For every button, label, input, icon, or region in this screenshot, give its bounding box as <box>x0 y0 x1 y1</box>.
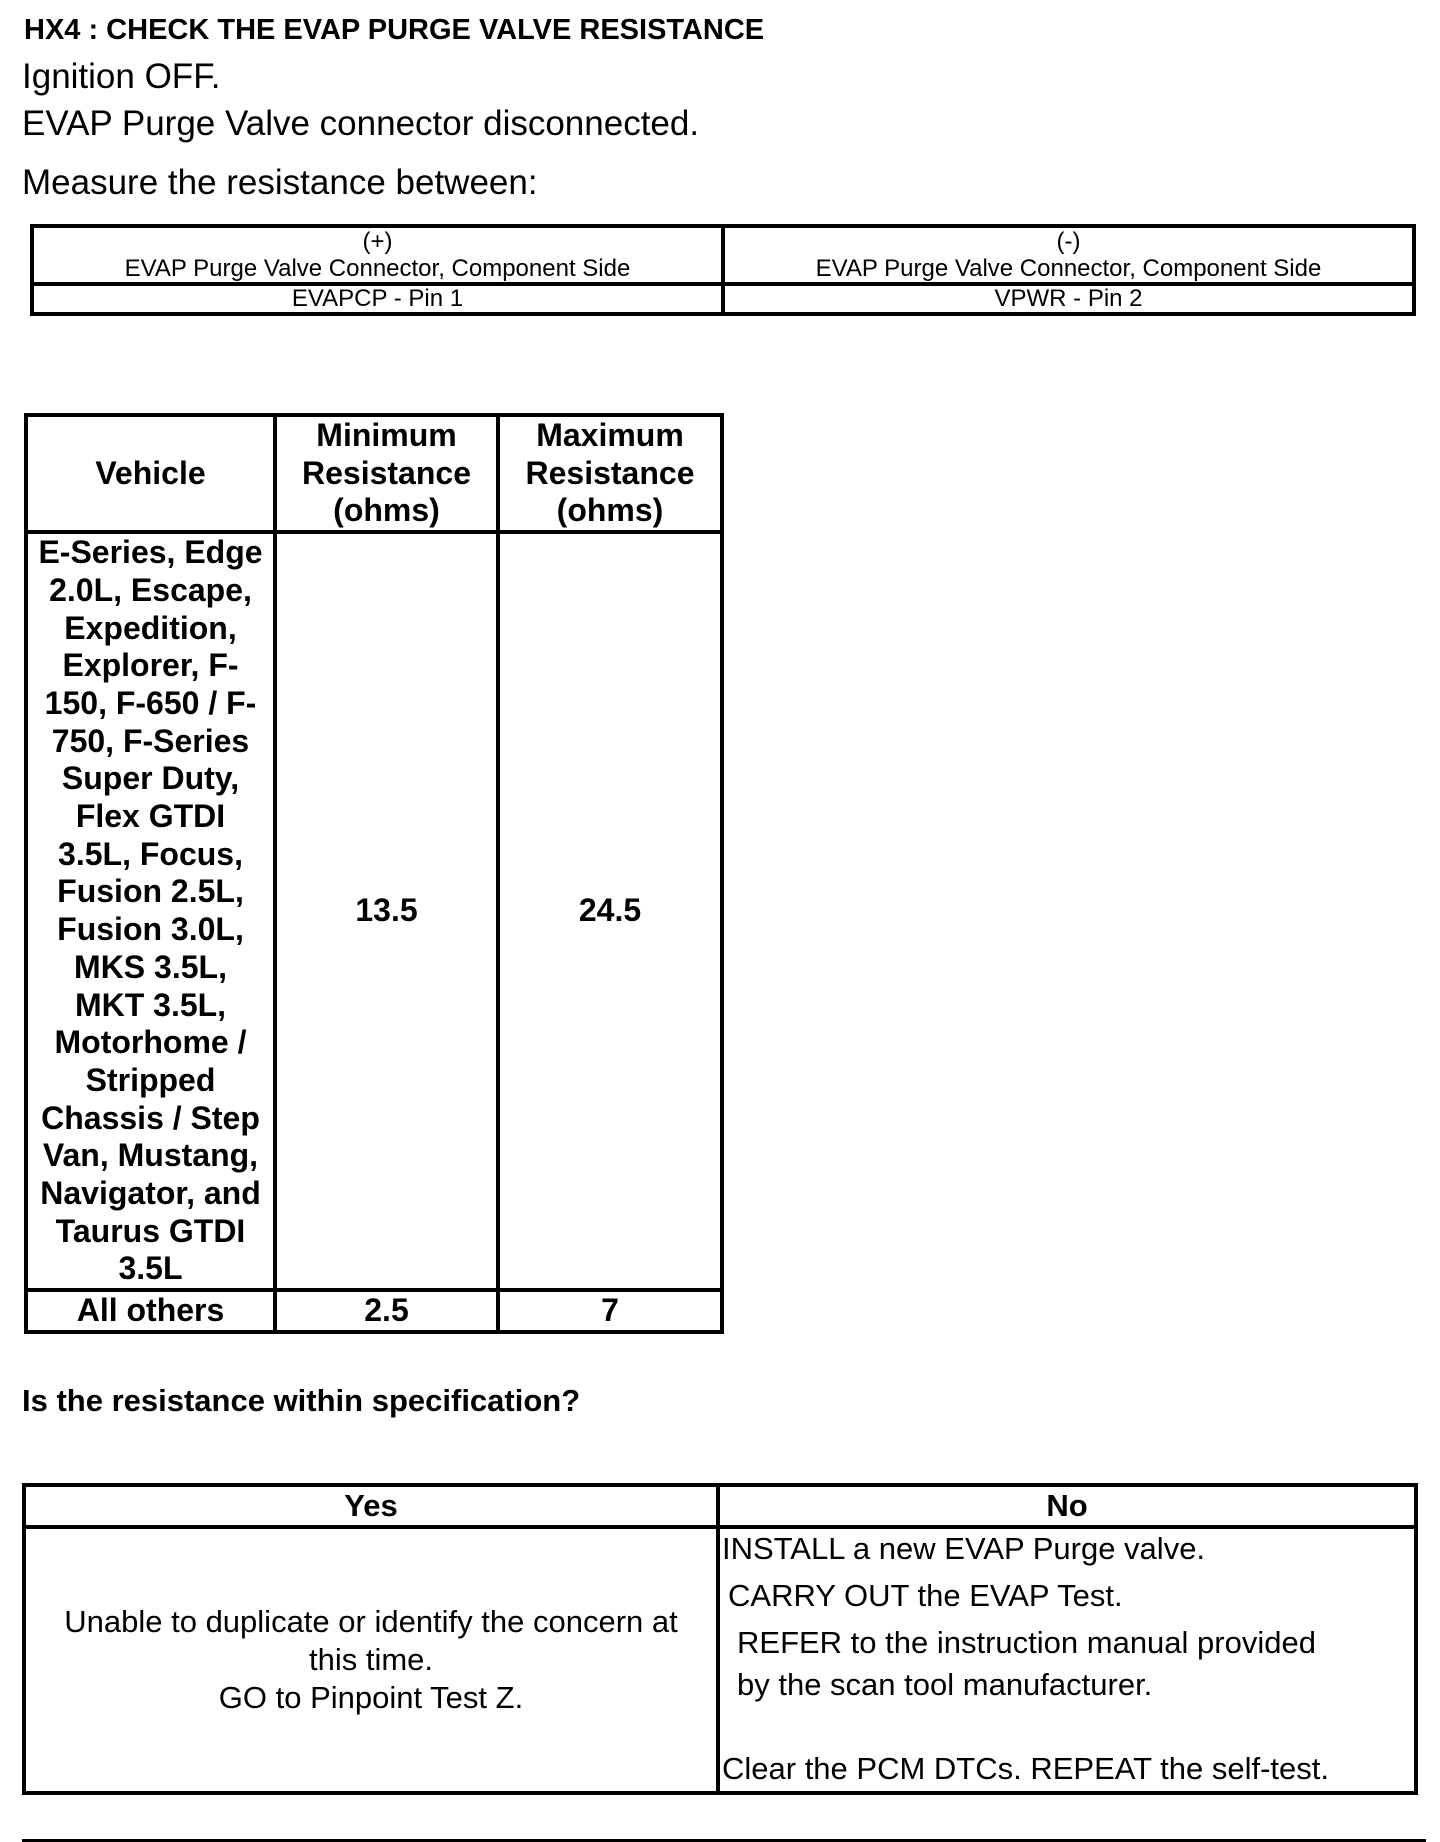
vehicle-line: Taurus GTDI <box>55 1212 246 1249</box>
positive-connector: EVAP Purge Valve Connector, Component Side <box>124 255 631 282</box>
decision-table <box>22 1483 1418 1795</box>
max-resistance-header <box>498 415 722 532</box>
vehicle-line: Fusion 3.0L, <box>57 911 244 948</box>
no-line: INSTALL a new EVAP Purge valve. <box>722 1531 1206 1566</box>
condition-ignition: Ignition OFF. <box>22 57 221 96</box>
vehicle-others: All others <box>26 1290 275 1332</box>
yes-line: Unable to duplicate or identify the concern at <box>64 1604 678 1639</box>
vehicle-line: Stripped <box>85 1061 216 1098</box>
vehicle-line: Super Duty, <box>61 760 240 797</box>
min-header-line: Minimum <box>316 417 457 453</box>
table-row <box>26 1290 722 1332</box>
vehicle-line: Fusion 2.5L, <box>57 873 244 910</box>
measure-intro: Measure the resistance between: <box>22 163 538 202</box>
min-header-line: Resistance <box>302 454 471 491</box>
negative-sign: (-) <box>1056 228 1081 255</box>
no-line: REFER to the instruction manual provided <box>737 1625 1316 1660</box>
no-line: Clear the PCM DTCs. REPEAT the self-test. <box>722 1751 1329 1786</box>
min-header-line: (ohms) <box>333 492 440 529</box>
min-resistance-value: 13.5 <box>275 532 498 1290</box>
vehicle-line: 3.5L <box>118 1250 183 1287</box>
measurement-table <box>30 224 1416 316</box>
positive-header-cell <box>32 226 723 284</box>
vehicle-line: Navigator, and <box>40 1175 261 1212</box>
spec-question: Is the resistance within specification? <box>22 1383 581 1418</box>
page-title: HX4 : CHECK THE EVAP PURGE VALVE RESISTANCE <box>24 14 765 46</box>
yes-action-cell <box>24 1527 718 1793</box>
vehicle-list-cell <box>26 532 275 1290</box>
min-resistance-header <box>275 415 498 532</box>
negative-pin: VPWR - Pin 2 <box>723 284 1414 314</box>
negative-connector: EVAP Purge Valve Connector, Component Side <box>815 255 1322 282</box>
positive-pin: EVAPCP - Pin 1 <box>32 284 723 314</box>
yes-header: Yes <box>24 1485 718 1527</box>
vehicle-line: Motorhome / <box>54 1024 247 1061</box>
vehicle-line: Flex GTDI <box>75 798 226 835</box>
vehicle-header: Vehicle <box>26 415 275 532</box>
positive-sign: (+) <box>362 228 393 255</box>
vehicle-line: Chassis / Step <box>41 1099 260 1136</box>
negative-header-cell <box>723 226 1414 284</box>
vehicle-line: MKT 3.5L, <box>74 986 227 1023</box>
vehicle-line: Expedition, <box>64 609 237 646</box>
max-header-line: (ohms) <box>556 492 664 529</box>
yes-line: this time. <box>308 1642 434 1677</box>
vehicle-line: 3.5L, Focus, <box>58 835 243 872</box>
yes-line: GO to Pinpoint Test Z. <box>218 1680 524 1715</box>
vehicle-line: Explorer, F- <box>62 647 239 684</box>
vehicle-line: 150, F-650 / F- <box>44 684 257 721</box>
no-header: No <box>718 1485 1416 1527</box>
resistance-spec-table <box>24 413 724 1334</box>
table-row <box>26 532 722 1290</box>
vehicle-line: 750, F-Series <box>51 722 250 759</box>
no-line: by the scan tool manufacturer. <box>737 1667 1153 1702</box>
max-resistance-value: 24.5 <box>498 532 722 1290</box>
condition-connector: EVAP Purge Valve connector disconnected. <box>22 104 700 143</box>
max-header-line: Resistance <box>525 454 695 491</box>
vehicle-line: 2.0L, Escape, <box>49 571 252 608</box>
min-resistance-value: 2.5 <box>275 1290 498 1332</box>
vehicle-line: Van, Mustang, <box>42 1137 259 1174</box>
max-resistance-value: 7 <box>498 1290 722 1332</box>
vehicle-line: MKS 3.5L, <box>74 948 227 985</box>
max-header-line: Maximum <box>536 417 684 453</box>
no-line: CARRY OUT the EVAP Test. <box>728 1578 1123 1613</box>
no-action-cell <box>718 1527 1416 1793</box>
vehicle-line: E-Series, Edge <box>38 534 263 571</box>
